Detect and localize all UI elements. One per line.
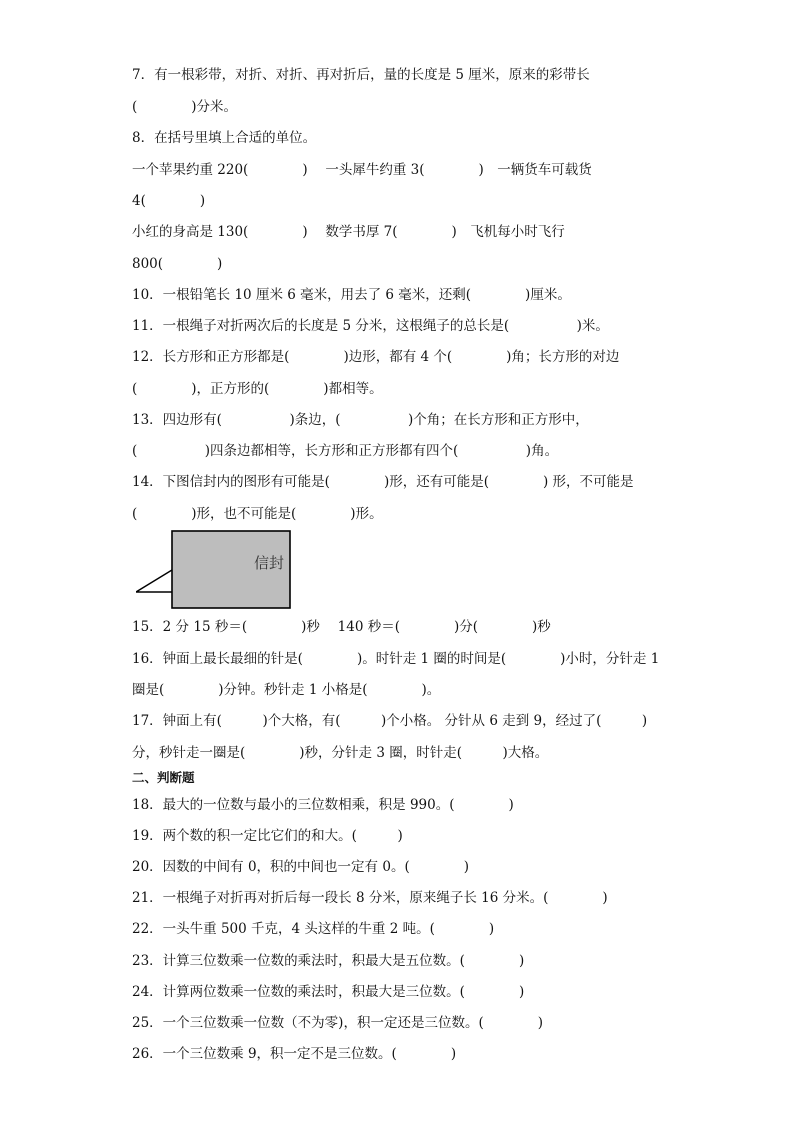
q17-line1: 17．钟面上有( )个大格，有( )个小格。 分针从 6 走到 9，经过了( ) (132, 713, 648, 729)
q19: 19．两个数的积一定比它们的和大。( ) (132, 828, 403, 844)
q16-line1: 16．钟面上最长最细的针是( )。时针走 1 圈的时间是( )小时，分针走 1 (132, 651, 660, 667)
q10: 10．一根铅笔长 10 厘米 6 毫米，用去了 6 毫米，还剩( )厘米。 (132, 287, 571, 303)
q8-line3: 小红的身高是 130( ) 数学书厚 7( ) 飞机每小时飞行 (132, 224, 565, 240)
q8-line4: 800( ) (132, 256, 223, 272)
q14-line1: 14．下图信封内的图形有可能是( )形，还有可能是( ) 形，不可能是 (132, 474, 634, 490)
q20: 20．因数的中间有 0，积的中间也一定有 0。( ) (132, 859, 469, 875)
envelope-diagram (136, 530, 296, 612)
q15: 15．2 分 15 秒＝( )秒 140 秒＝( )分( )秒 (132, 619, 551, 635)
q14-line2: ( )形，也不可能是( )形。 (132, 506, 383, 522)
q8-title: 8．在括号里填上合适的单位。 (132, 130, 317, 146)
q8-line2: 4( ) (132, 193, 206, 209)
q12-line1: 12．长方形和正方形都是( )边形，都有 4 个( )角；长方形的对边 (132, 349, 620, 365)
q12-line2: ( )，正方形的( )都相等。 (132, 381, 383, 397)
q11: 11．一根绳子对折两次后的长度是 5 分米，这根绳子的总长是( )米。 (132, 318, 609, 334)
q8-line1: 一个苹果约重 220( ) 一头犀牛约重 3( ) 一辆货车可载货 (132, 162, 592, 178)
envelope-label: 信封 (254, 554, 285, 572)
q13-line1: 13．四边形有( )条边，( )个角；在长方形和正方形中， (132, 412, 589, 428)
q7-line1: 7．有一根彩带，对折、对折、再对折后，量的长度是 5 厘米，原来的彩带长 (132, 67, 590, 83)
q13-line2: ( )四条边都相等，长方形和正方形都有四个( )角。 (132, 443, 559, 459)
q17-line2: 分，秒针走一圈是( )秒，分针走 3 圈，时针走( )大格。 (132, 745, 549, 761)
q25: 25．一个三位数乘一位数（不为零)，积一定还是三位数。( ) (132, 1015, 543, 1031)
section2-title: 二、判断题 (132, 770, 195, 785)
envelope-triangle-shape (136, 570, 172, 592)
q26: 26．一个三位数乘 9，积一定不是三位数。( ) (132, 1046, 457, 1062)
q16-line2: 圈是( )分钟。秒针走 1 小格是( )。 (132, 682, 441, 698)
q22: 22．一头牛重 500 千克，4 头这样的牛重 2 吨。( ) (132, 921, 495, 937)
q23: 23．计算三位数乘一位数的乘法时，积最大是五位数。( ) (132, 953, 525, 969)
q18: 18．最大的一位数与最小的三位数相乘，积是 990。( ) (132, 797, 514, 813)
q7-line2: ( )分米。 (132, 99, 238, 115)
q24: 24．计算两位数乘一位数的乘法时，积最大是三位数。( ) (132, 984, 525, 1000)
q21: 21．一根绳子对折再对折后每一段长 8 分米，原来绳子长 16 分米。( ) (132, 890, 608, 906)
